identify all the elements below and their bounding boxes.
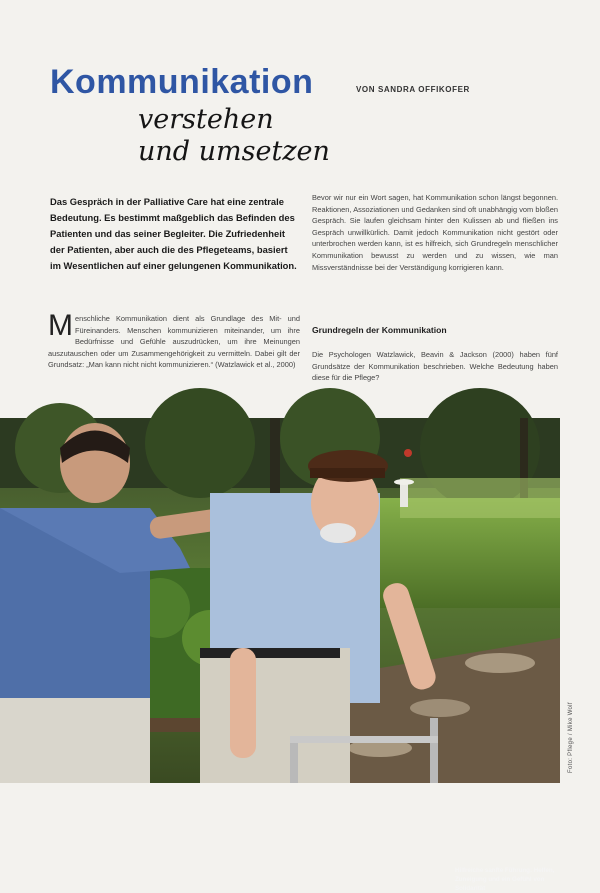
photo-credit: Foto: Pflege / Mike Wolf	[568, 702, 574, 773]
article-title-subtitle	[138, 104, 330, 168]
body-left-text: enschliche Kommunikation dient als Grundlage des Mit- und Füreinanders. Menschen kommunizieren miteinander, um ihre Bedürfnisse und Gefühle auszudrücken, um ihre Meinungen auszutauschen oder um Zusammengehörigkeit zu vermitteln. Dabei gilt der Grundsatz: „Man kann nicht nicht kommunizieren.“ (Watzlawick et al., 2000)	[48, 314, 300, 370]
article-photo	[0, 418, 560, 892]
photo-caption: Hilfreiche sanfte Führung: Helfen, Zuneigung und ein Gefühl von Solidarität	[455, 867, 555, 892]
body-column-left	[48, 309, 300, 371]
lead-paragraph: Das Gespräch in der Palliative Care hat eine zentrale Bedeutung. Es bestimmt maßgeblich das Befinden des Patienten und das seiner Begleiter. Die Zufriedenheit der Patienten, aber auch die des Pflegeteams, basiert im Wesentlichen auf einer gelungenen Kommunikation.	[50, 196, 297, 271]
section-heading: Grundregeln der Kommunikation	[312, 325, 447, 335]
author-byline: VON SANDRA OFFIKOFER	[356, 85, 470, 94]
article-title-kommunikation: Kommunikation	[50, 63, 314, 101]
body-column-right-2: Die Psychologen Watzlawick, Beavin & Jackson (2000) haben fünf Grundsätze der Kommunikation beschrieben. Welche Bedeutung haben diese für die Pflege?	[312, 350, 558, 383]
body-column-right: Bevor wir nur ein Wort sagen, hat Kommunikation schon längst begonnen. Reaktionen, Assoziationen und Gedanken sind oft unabhängig vom bloßen Gespräch. Sie laufen gleichsam hinter den Kulissen ab und fließen ins Gespräch unwillkürlich. Damit jedoch Kommunikation nicht gestört oder unterbrochen werden kann, ist es hilfreich, sich Grundregeln menschlicher Kommunikation bewusst zu werden und zu wissen, wie man Missverständnisse bei der Verständigung korrigieren kann.	[312, 193, 558, 272]
title-line-und-umsetzen: und umsetzen	[138, 136, 330, 167]
drop-cap: M	[48, 309, 73, 342]
title-line-verstehen: verstehen	[138, 104, 274, 135]
